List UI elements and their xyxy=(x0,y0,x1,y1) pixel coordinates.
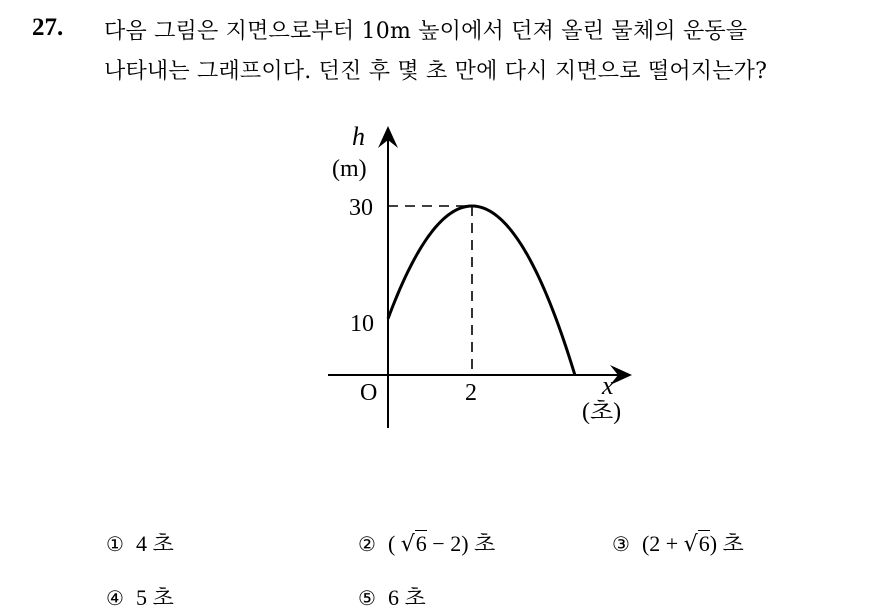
choice-5-mark: ⑤ xyxy=(358,586,376,610)
choice-2-pre: ( xyxy=(387,531,401,556)
choice-2[interactable] xyxy=(358,527,495,558)
x-axis-unit: (초) xyxy=(582,399,622,425)
y-tick-30: 30 xyxy=(349,195,373,221)
sqrt-symbol: √6 xyxy=(400,531,427,557)
choice-3-pre: (2 + xyxy=(641,531,684,556)
question-number: 27. xyxy=(32,14,64,41)
choice-4-mark: ④ xyxy=(106,586,124,610)
y-tick-10: 10 xyxy=(350,311,374,337)
choice-3-mark: ③ xyxy=(612,532,630,556)
y-axis-symbol: h xyxy=(352,122,365,151)
choice-1-mark: ① xyxy=(106,532,124,556)
question-text-line-2: 나타내는 그래프이다. 던진 후 몇 초 만에 다시 지면으로 떨어지는가? xyxy=(104,59,768,84)
choice-2-post: − 2) 초 xyxy=(426,531,496,556)
question-text-line-1: 다음 그림은 지면으로부터 10m 높이에서 던져 올린 물체의 운동을 xyxy=(104,19,748,44)
choice-5-text: 6 초 xyxy=(387,585,426,610)
choice-3-radicand: 6 xyxy=(698,531,710,556)
choice-1-text: 4 초 xyxy=(135,531,174,556)
trajectory-curve xyxy=(388,206,575,375)
choice-2-radicand: 6 xyxy=(415,531,427,556)
choice-4-text: 5 초 xyxy=(135,585,174,610)
choice-4[interactable] xyxy=(106,581,174,612)
x-tick-2: 2 xyxy=(465,380,477,406)
choice-1[interactable] xyxy=(106,527,174,558)
choice-3-post: ) 초 xyxy=(709,531,744,556)
choice-2-mark: ② xyxy=(358,532,376,556)
choice-3[interactable] xyxy=(612,527,744,558)
origin-label: O xyxy=(360,380,378,406)
y-axis-unit: (m) xyxy=(332,156,367,182)
choice-5[interactable] xyxy=(358,581,426,612)
sqrt-symbol: √6 xyxy=(683,531,710,557)
x-axis-symbol: x xyxy=(602,371,614,400)
